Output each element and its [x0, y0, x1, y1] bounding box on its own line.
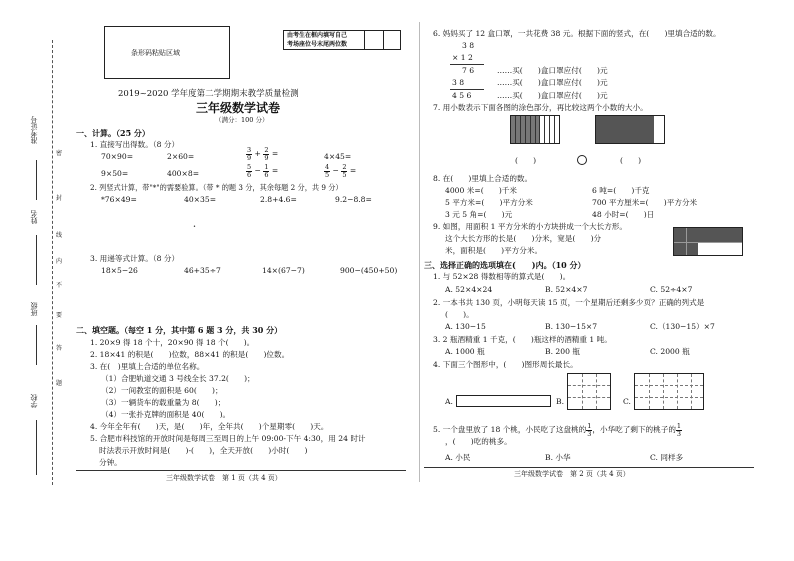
barcode-area-label: 条形码粘贴区域	[131, 49, 180, 57]
q7-text: 7. 用小数表示下面各图的涂色部分，再比较这两个小数的大小。	[433, 103, 648, 112]
shape-b-grid	[567, 373, 611, 410]
sec1-q1-title: 1. 直接写出得数。（8 分）	[90, 140, 180, 149]
seat-digit-box-1[interactable]	[364, 30, 383, 50]
choice-question: 2. 一本书共 130 页，小明每天读 15 页，一个星期后还剩多少页？正确的列式是	[433, 298, 705, 307]
choice-question-q5: 5. 一个盘里放了 18 个桃，小民吃了这盘桃的 $\frac{1}{3}$ ，小华吃了剩下的桃子的 $\frac{1}{3}$	[433, 422, 682, 438]
fill-line: （3）一辆货车的载重量为 8( )；	[101, 398, 226, 407]
answer-paren[interactable]: ( )	[515, 156, 537, 165]
seal-char: 内	[56, 258, 63, 265]
footer-divider-left	[76, 470, 406, 471]
option-c[interactable]: C. 同样多	[650, 453, 684, 462]
calc-item: 400×8=	[167, 169, 200, 178]
answer-paren[interactable]: ( )。	[445, 310, 474, 319]
shaded-strips-figure	[510, 115, 560, 144]
notice-line-2: 考场座位号末尾两位数	[287, 41, 348, 48]
option-b[interactable]: B. 52×4×7	[545, 285, 588, 294]
mult-explanation: ……买( )盒口罩应付( )元	[497, 78, 608, 87]
q5-tail: ，( )吃的桃多。	[445, 437, 512, 446]
tile-rectangle-figure	[673, 227, 743, 256]
school-line	[36, 420, 37, 475]
unit-conversion: 700 平方厘米=( )平方分米	[592, 198, 698, 207]
vertical-mult-line: × 1 2	[452, 53, 473, 62]
unit-conversion: 4000 米=( )千米	[445, 186, 517, 195]
seal-char: 不	[56, 282, 63, 289]
answer-paren[interactable]: ( )	[620, 156, 642, 165]
calc-item-fraction: $\frac{3}{9}$ + $\frac{2}{9}$ =	[247, 146, 279, 162]
footer-divider-right	[424, 467, 754, 468]
fill-line: 2. 18×41 的积是( )位数，88×41 的积是( )位数。	[90, 350, 290, 359]
vertical-calc-item: 2.8+4.6=	[260, 195, 297, 204]
option-c[interactable]: C. 52÷4×7	[650, 285, 693, 294]
vertical-mult-line: 3 8	[452, 78, 465, 87]
notice-line-1: 由考生在框内填写自己	[287, 32, 348, 39]
seal-char: 封	[56, 195, 63, 202]
vertical-calc-item: 40×35=	[184, 195, 217, 204]
option-a[interactable]: A. 52×4×24	[445, 285, 493, 294]
fill-line: （2）一间教室的面积是 60( )；	[101, 386, 223, 395]
q9-text: 9. 如图，用面积 1 平方分米的小方块拼成一个大长方形。	[433, 222, 627, 231]
mult-rule	[450, 89, 484, 90]
fill-line: 分钟。	[99, 458, 122, 467]
fill-line: 5. 合肥市科技馆的开放时间是每周三至周日的上午 09:00-下午 4:30，用 24 时计	[90, 434, 366, 443]
label-class: 班级	[30, 302, 38, 316]
choice-question: 1. 与 52×28 得数相等的算式是( )。	[433, 272, 571, 281]
seat-digit-box-2[interactable]	[383, 30, 401, 50]
vertical-mult-line: 7 6	[462, 66, 475, 75]
mult-rule	[450, 64, 484, 65]
sec1-q2-title: 2. 列竖式计算，带"*"的需要验算。（带 * 的题 3 分，其余每题 2 分，共 9 分）	[90, 183, 343, 192]
unit-conversion: 48 小时=( )日	[592, 210, 655, 219]
calc-item-fraction: $\frac{4}{5}$ − $\frac{2}{5}$ =	[325, 163, 357, 179]
step-calc-item: 46+35÷7	[184, 266, 221, 275]
calc-item: 4×45=	[324, 152, 352, 161]
seal-char: 线	[56, 232, 63, 239]
label-name: 姓名	[30, 210, 38, 224]
label-exam-number: 准考证号	[30, 116, 38, 144]
fill-line: 3. 在( )里填上合适的单位名称。	[90, 362, 205, 371]
section-1-title: 一、计算。（25 分）	[76, 128, 150, 138]
option-a[interactable]: A. 130−15	[445, 322, 486, 331]
name-line	[36, 235, 37, 285]
fill-line: 4. 今年全年有( )天，是( )年，全年共( )个星期零( )天。	[90, 422, 329, 431]
section-2-title: 二、填空题。（每空 1 分，其中第 6 题 3 分，共 30 分）	[76, 325, 283, 335]
seal-char: 题	[56, 380, 63, 387]
option-a[interactable]: A. 小民	[445, 453, 471, 462]
vertical-mult-line: 3 8	[462, 41, 475, 50]
barcode-area[interactable]	[104, 26, 230, 79]
q8-text: 8. 在( )里填上合适的数。	[433, 174, 533, 183]
shape-label-c[interactable]: C.	[623, 397, 631, 406]
fill-line: 时法表示开放时间是( )-( )，全天开放( )小时( )	[99, 446, 308, 455]
option-b[interactable]: B. 200 瓶	[545, 347, 580, 356]
calc-item-fraction: $\frac{5}{6}$ − $\frac{1}{6}$ =	[247, 163, 279, 179]
q9-text: 米，面积是( )平方分米。	[445, 246, 543, 255]
step-calc-item: 900−(450+50)	[340, 266, 398, 275]
unit-conversion: 6 吨=( )千克	[592, 186, 650, 195]
shape-a-rectangle	[456, 395, 551, 407]
section-3-title: 三、选择正确的选项填在( )内。（10 分）	[424, 260, 586, 270]
fill-line: （4）一张扑克牌的面积是 40( )。	[101, 410, 231, 419]
shape-label-b[interactable]: B.	[556, 397, 564, 406]
shaded-rectangle-figure	[595, 115, 665, 144]
label-school: 学校	[30, 394, 38, 408]
choice-question: 4. 下面三个图形中，( )图形周长最长。	[433, 360, 578, 369]
step-calc-item: 18×5−26	[101, 266, 138, 275]
seal-line	[52, 40, 53, 485]
stray-mark: •	[193, 224, 196, 230]
exam-subtitle: 2019~2020 学年度第二学期期末教学质量检测	[118, 89, 299, 99]
unit-conversion: 5 平方米=( )平方分米	[445, 198, 533, 207]
seal-char: 密	[56, 150, 63, 157]
page-footer-left: 三年级数学试卷 第 1 页（共 4 页）	[166, 474, 282, 482]
option-a[interactable]: A. 1000 瓶	[445, 347, 485, 356]
vertical-mult-line: 4 5 6	[452, 91, 472, 100]
calc-item: 2×60=	[167, 152, 195, 161]
option-b[interactable]: B. 130−15×7	[545, 322, 598, 331]
vertical-calc-item: 9.2−8.8=	[335, 195, 372, 204]
full-score: （满分：100 分）	[215, 116, 269, 124]
vertical-calc-item: *76×49=	[101, 195, 137, 204]
exam-number-line	[36, 160, 37, 200]
fill-line: 1. 20×9 得 18 个十，20×90 得 18 个( )。	[90, 338, 255, 347]
shape-c-grid	[634, 373, 704, 410]
compare-circle[interactable]	[577, 155, 587, 165]
q9-text: 这个大长方形的长是( )分米，宽是( )分	[445, 234, 602, 243]
unit-conversion: 3 元 5 角=( )元	[445, 210, 513, 219]
shape-label-a[interactable]: A.	[445, 397, 453, 406]
class-line	[36, 325, 37, 365]
option-b[interactable]: B. 小华	[545, 453, 571, 462]
option-c[interactable]: C. 2000 瓶	[650, 347, 690, 356]
choice-question: 3. 2 瓶酒精重 1 千克，( )瓶这样的酒精重 1 吨。	[433, 335, 612, 344]
calc-item: 70×90=	[101, 152, 134, 161]
option-c[interactable]: C.（130−15）×7	[650, 322, 715, 331]
seal-char: 答	[56, 345, 63, 352]
mult-explanation: ……买( )盒口罩应付( )元	[497, 91, 608, 100]
sec1-q3-title: 3. 用递等式计算。（8 分）	[90, 254, 180, 263]
fill-line: （1）合肥轨道交通 3 号线全长 37.2( )；	[101, 374, 255, 383]
seat-number-box	[283, 30, 401, 50]
page-footer-right: 三年级数学试卷 第 2 页（共 4 页）	[514, 470, 630, 478]
calc-item: 9×50=	[101, 169, 129, 178]
seal-char: 要	[56, 312, 63, 319]
exam-title: 三年级数学试卷	[196, 101, 281, 115]
step-calc-item: 14×(67−7)	[262, 266, 305, 275]
page-divider	[419, 22, 420, 482]
q6-text: 6. 妈妈买了 12 盒口罩，一共花费 38 元。根据下面的竖式，在( )里填合适的数。	[433, 29, 721, 38]
mult-explanation: ……买( )盒口罩应付( )元	[497, 66, 608, 75]
